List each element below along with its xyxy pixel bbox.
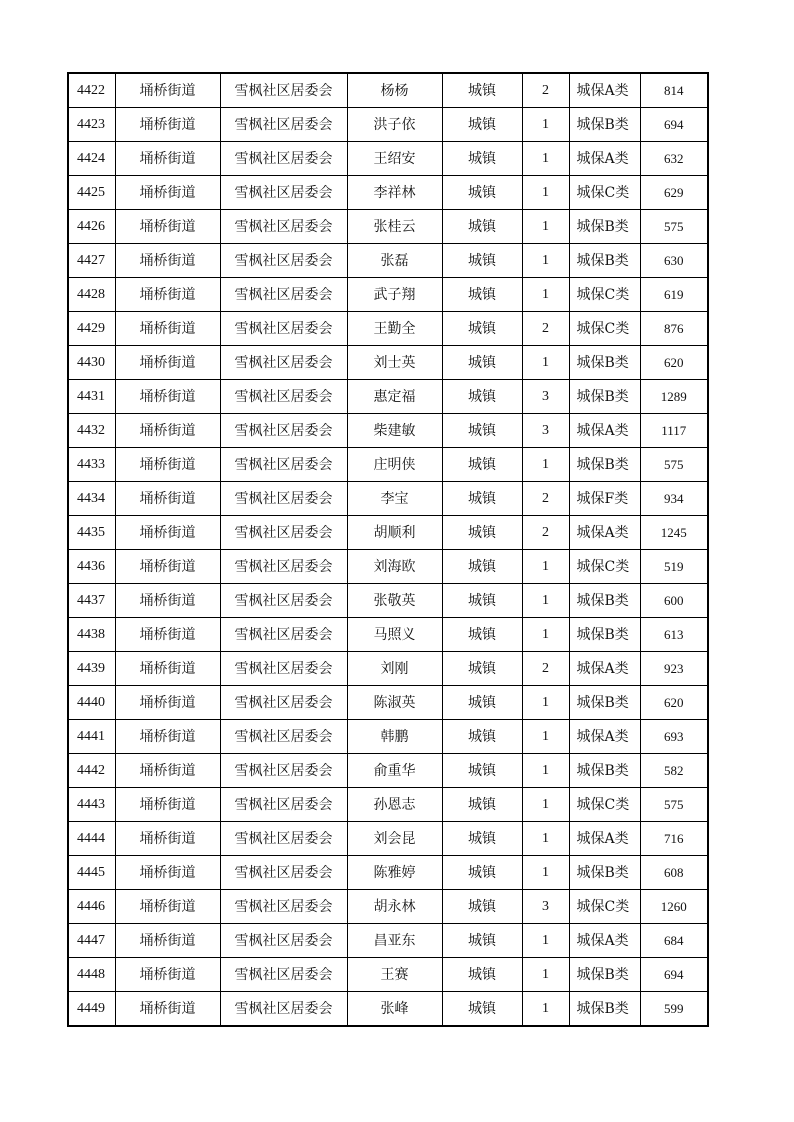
- cell-name: 张桂云: [347, 210, 442, 244]
- cell-street: 埇桥街道: [115, 856, 220, 890]
- cell-area: 城镇: [442, 244, 522, 278]
- cell-household-count: 1: [522, 856, 569, 890]
- table-row: [68, 754, 708, 788]
- table-row: [68, 414, 708, 448]
- cell-id: 4422: [68, 73, 115, 108]
- cell-area: 城镇: [442, 482, 522, 516]
- cell-amount: 619: [640, 278, 708, 312]
- cell-committee: 雪枫社区居委会: [220, 142, 347, 176]
- cell-name: 张峰: [347, 992, 442, 1027]
- table-row: [68, 720, 708, 754]
- table-row: [68, 176, 708, 210]
- cell-amount: 684: [640, 924, 708, 958]
- cell-category: 城保F类: [569, 482, 640, 516]
- cell-area: 城镇: [442, 924, 522, 958]
- cell-id: 4443: [68, 788, 115, 822]
- cell-id: 4427: [68, 244, 115, 278]
- cell-street: 埇桥街道: [115, 312, 220, 346]
- cell-area: 城镇: [442, 618, 522, 652]
- cell-committee: 雪枫社区居委会: [220, 73, 347, 108]
- cell-category: 城保A类: [569, 924, 640, 958]
- cell-category: 城保C类: [569, 176, 640, 210]
- cell-street: 埇桥街道: [115, 414, 220, 448]
- cell-id: 4428: [68, 278, 115, 312]
- cell-name: 刘会昆: [347, 822, 442, 856]
- cell-street: 埇桥街道: [115, 142, 220, 176]
- cell-amount: 1289: [640, 380, 708, 414]
- beneficiary-table: [67, 72, 709, 1027]
- cell-street: 埇桥街道: [115, 482, 220, 516]
- cell-area: 城镇: [442, 788, 522, 822]
- cell-id: 4435: [68, 516, 115, 550]
- cell-category: 城保B类: [569, 380, 640, 414]
- cell-street: 埇桥街道: [115, 278, 220, 312]
- cell-name: 李祥林: [347, 176, 442, 210]
- cell-area: 城镇: [442, 754, 522, 788]
- cell-id: 4430: [68, 346, 115, 380]
- cell-id: 4423: [68, 108, 115, 142]
- table-row: [68, 278, 708, 312]
- cell-category: 城保C类: [569, 890, 640, 924]
- cell-amount: 600: [640, 584, 708, 618]
- cell-id: 4445: [68, 856, 115, 890]
- cell-street: 埇桥街道: [115, 890, 220, 924]
- cell-committee: 雪枫社区居委会: [220, 448, 347, 482]
- cell-household-count: 1: [522, 822, 569, 856]
- cell-category: 城保B类: [569, 108, 640, 142]
- cell-id: 4434: [68, 482, 115, 516]
- cell-area: 城镇: [442, 550, 522, 584]
- cell-name: 刘刚: [347, 652, 442, 686]
- table-row: [68, 550, 708, 584]
- cell-household-count: 1: [522, 958, 569, 992]
- cell-household-count: 3: [522, 414, 569, 448]
- cell-category: 城保B类: [569, 618, 640, 652]
- cell-category: 城保A类: [569, 142, 640, 176]
- cell-street: 埇桥街道: [115, 550, 220, 584]
- cell-committee: 雪枫社区居委会: [220, 516, 347, 550]
- table-row: [68, 890, 708, 924]
- cell-amount: 923: [640, 652, 708, 686]
- cell-id: 4449: [68, 992, 115, 1027]
- cell-category: 城保A类: [569, 822, 640, 856]
- cell-name: 陈淑英: [347, 686, 442, 720]
- cell-household-count: 2: [522, 482, 569, 516]
- cell-committee: 雪枫社区居委会: [220, 550, 347, 584]
- cell-name: 孙恩志: [347, 788, 442, 822]
- cell-amount: 694: [640, 958, 708, 992]
- cell-name: 张敬英: [347, 584, 442, 618]
- cell-name: 刘海欧: [347, 550, 442, 584]
- cell-name: 柴建敏: [347, 414, 442, 448]
- cell-committee: 雪枫社区居委会: [220, 380, 347, 414]
- cell-name: 庄明侠: [347, 448, 442, 482]
- table-row: [68, 822, 708, 856]
- cell-committee: 雪枫社区居委会: [220, 346, 347, 380]
- cell-area: 城镇: [442, 312, 522, 346]
- cell-area: 城镇: [442, 890, 522, 924]
- cell-committee: 雪枫社区居委会: [220, 992, 347, 1027]
- cell-amount: 629: [640, 176, 708, 210]
- cell-amount: 519: [640, 550, 708, 584]
- cell-category: 城保B类: [569, 244, 640, 278]
- cell-amount: 814: [640, 73, 708, 108]
- cell-amount: 575: [640, 210, 708, 244]
- cell-street: 埇桥街道: [115, 720, 220, 754]
- cell-name: 马照义: [347, 618, 442, 652]
- cell-street: 埇桥街道: [115, 822, 220, 856]
- table-row: [68, 584, 708, 618]
- cell-id: 4442: [68, 754, 115, 788]
- cell-household-count: 1: [522, 142, 569, 176]
- cell-id: 4440: [68, 686, 115, 720]
- cell-amount: 613: [640, 618, 708, 652]
- cell-committee: 雪枫社区居委会: [220, 652, 347, 686]
- cell-area: 城镇: [442, 346, 522, 380]
- table-row: [68, 380, 708, 414]
- cell-amount: 575: [640, 448, 708, 482]
- cell-category: 城保A类: [569, 516, 640, 550]
- cell-area: 城镇: [442, 414, 522, 448]
- cell-category: 城保B类: [569, 958, 640, 992]
- cell-category: 城保B类: [569, 584, 640, 618]
- cell-household-count: 1: [522, 108, 569, 142]
- cell-committee: 雪枫社区居委会: [220, 244, 347, 278]
- cell-category: 城保B类: [569, 448, 640, 482]
- cell-id: 4446: [68, 890, 115, 924]
- cell-household-count: 3: [522, 380, 569, 414]
- cell-street: 埇桥街道: [115, 958, 220, 992]
- cell-category: 城保C类: [569, 550, 640, 584]
- cell-area: 城镇: [442, 822, 522, 856]
- table-row: [68, 924, 708, 958]
- cell-area: 城镇: [442, 958, 522, 992]
- cell-street: 埇桥街道: [115, 652, 220, 686]
- cell-committee: 雪枫社区居委会: [220, 618, 347, 652]
- cell-category: 城保B类: [569, 856, 640, 890]
- cell-street: 埇桥街道: [115, 448, 220, 482]
- cell-name: 武子翔: [347, 278, 442, 312]
- cell-category: 城保A类: [569, 73, 640, 108]
- cell-committee: 雪枫社区居委会: [220, 584, 347, 618]
- cell-area: 城镇: [442, 720, 522, 754]
- table-row: [68, 210, 708, 244]
- cell-id: 4436: [68, 550, 115, 584]
- document-page: [67, 72, 707, 1027]
- cell-id: 4426: [68, 210, 115, 244]
- cell-amount: 694: [640, 108, 708, 142]
- cell-amount: 1245: [640, 516, 708, 550]
- cell-name: 俞重华: [347, 754, 442, 788]
- cell-category: 城保B类: [569, 754, 640, 788]
- table-row: [68, 958, 708, 992]
- cell-area: 城镇: [442, 210, 522, 244]
- table-row: [68, 244, 708, 278]
- cell-household-count: 1: [522, 278, 569, 312]
- cell-household-count: 2: [522, 73, 569, 108]
- cell-amount: 934: [640, 482, 708, 516]
- cell-area: 城镇: [442, 516, 522, 550]
- cell-committee: 雪枫社区居委会: [220, 686, 347, 720]
- cell-household-count: 2: [522, 516, 569, 550]
- cell-category: 城保C类: [569, 278, 640, 312]
- cell-amount: 599: [640, 992, 708, 1027]
- cell-name: 李宝: [347, 482, 442, 516]
- cell-street: 埇桥街道: [115, 618, 220, 652]
- cell-committee: 雪枫社区居委会: [220, 924, 347, 958]
- cell-committee: 雪枫社区居委会: [220, 482, 347, 516]
- table-row: [68, 482, 708, 516]
- table-row: [68, 856, 708, 890]
- cell-household-count: 1: [522, 584, 569, 618]
- cell-amount: 632: [640, 142, 708, 176]
- table-row: [68, 992, 708, 1027]
- cell-id: 4425: [68, 176, 115, 210]
- cell-name: 惠定福: [347, 380, 442, 414]
- cell-committee: 雪枫社区居委会: [220, 312, 347, 346]
- cell-id: 4441: [68, 720, 115, 754]
- cell-amount: 1117: [640, 414, 708, 448]
- cell-household-count: 1: [522, 924, 569, 958]
- table-body: [68, 73, 708, 1026]
- cell-household-count: 1: [522, 176, 569, 210]
- cell-amount: 1260: [640, 890, 708, 924]
- cell-street: 埇桥街道: [115, 686, 220, 720]
- cell-id: 4448: [68, 958, 115, 992]
- cell-street: 埇桥街道: [115, 754, 220, 788]
- cell-area: 城镇: [442, 448, 522, 482]
- table-row: [68, 516, 708, 550]
- cell-id: 4433: [68, 448, 115, 482]
- cell-street: 埇桥街道: [115, 788, 220, 822]
- cell-committee: 雪枫社区居委会: [220, 210, 347, 244]
- cell-committee: 雪枫社区居委会: [220, 890, 347, 924]
- table-row: [68, 618, 708, 652]
- cell-area: 城镇: [442, 380, 522, 414]
- cell-household-count: 1: [522, 346, 569, 380]
- cell-committee: 雪枫社区居委会: [220, 958, 347, 992]
- cell-name: 胡顺利: [347, 516, 442, 550]
- cell-household-count: 2: [522, 652, 569, 686]
- cell-name: 王勤全: [347, 312, 442, 346]
- cell-name: 刘士英: [347, 346, 442, 380]
- cell-category: 城保B类: [569, 210, 640, 244]
- cell-category: 城保C类: [569, 312, 640, 346]
- table-row: [68, 142, 708, 176]
- cell-household-count: 1: [522, 618, 569, 652]
- cell-amount: 693: [640, 720, 708, 754]
- cell-street: 埇桥街道: [115, 992, 220, 1027]
- cell-committee: 雪枫社区居委会: [220, 108, 347, 142]
- cell-id: 4424: [68, 142, 115, 176]
- cell-committee: 雪枫社区居委会: [220, 414, 347, 448]
- cell-street: 埇桥街道: [115, 73, 220, 108]
- cell-name: 洪子依: [347, 108, 442, 142]
- cell-category: 城保A类: [569, 414, 640, 448]
- table-row: [68, 73, 708, 108]
- cell-amount: 582: [640, 754, 708, 788]
- cell-area: 城镇: [442, 856, 522, 890]
- cell-area: 城镇: [442, 992, 522, 1027]
- cell-category: 城保B类: [569, 686, 640, 720]
- table-row: [68, 788, 708, 822]
- cell-id: 4431: [68, 380, 115, 414]
- cell-amount: 876: [640, 312, 708, 346]
- cell-area: 城镇: [442, 176, 522, 210]
- cell-committee: 雪枫社区居委会: [220, 822, 347, 856]
- cell-id: 4438: [68, 618, 115, 652]
- cell-area: 城镇: [442, 142, 522, 176]
- cell-amount: 620: [640, 346, 708, 380]
- cell-street: 埇桥街道: [115, 210, 220, 244]
- cell-category: 城保B类: [569, 992, 640, 1027]
- cell-category: 城保B类: [569, 346, 640, 380]
- cell-name: 王赛: [347, 958, 442, 992]
- cell-amount: 575: [640, 788, 708, 822]
- table-row: [68, 312, 708, 346]
- cell-street: 埇桥街道: [115, 380, 220, 414]
- cell-amount: 630: [640, 244, 708, 278]
- cell-household-count: 1: [522, 550, 569, 584]
- table-row: [68, 108, 708, 142]
- cell-category: 城保A类: [569, 720, 640, 754]
- cell-amount: 716: [640, 822, 708, 856]
- cell-amount: 620: [640, 686, 708, 720]
- cell-street: 埇桥街道: [115, 244, 220, 278]
- cell-household-count: 1: [522, 720, 569, 754]
- cell-id: 4437: [68, 584, 115, 618]
- cell-street: 埇桥街道: [115, 924, 220, 958]
- cell-amount: 608: [640, 856, 708, 890]
- cell-area: 城镇: [442, 73, 522, 108]
- cell-committee: 雪枫社区居委会: [220, 788, 347, 822]
- cell-household-count: 2: [522, 312, 569, 346]
- cell-committee: 雪枫社区居委会: [220, 754, 347, 788]
- cell-category: 城保A类: [569, 652, 640, 686]
- table-row: [68, 686, 708, 720]
- cell-household-count: 1: [522, 244, 569, 278]
- cell-name: 韩鹏: [347, 720, 442, 754]
- cell-committee: 雪枫社区居委会: [220, 176, 347, 210]
- cell-street: 埇桥街道: [115, 516, 220, 550]
- cell-category: 城保C类: [569, 788, 640, 822]
- cell-street: 埇桥街道: [115, 584, 220, 618]
- cell-household-count: 1: [522, 686, 569, 720]
- cell-household-count: 1: [522, 448, 569, 482]
- cell-street: 埇桥街道: [115, 176, 220, 210]
- cell-id: 4439: [68, 652, 115, 686]
- cell-name: 王绍安: [347, 142, 442, 176]
- cell-household-count: 1: [522, 754, 569, 788]
- cell-household-count: 1: [522, 992, 569, 1027]
- cell-household-count: 1: [522, 788, 569, 822]
- cell-committee: 雪枫社区居委会: [220, 856, 347, 890]
- table-row: [68, 448, 708, 482]
- cell-name: 杨杨: [347, 73, 442, 108]
- table-row: [68, 346, 708, 380]
- cell-name: 陈雅婷: [347, 856, 442, 890]
- cell-household-count: 1: [522, 210, 569, 244]
- cell-committee: 雪枫社区居委会: [220, 720, 347, 754]
- cell-id: 4447: [68, 924, 115, 958]
- cell-area: 城镇: [442, 278, 522, 312]
- cell-committee: 雪枫社区居委会: [220, 278, 347, 312]
- cell-id: 4429: [68, 312, 115, 346]
- cell-name: 胡永林: [347, 890, 442, 924]
- cell-household-count: 3: [522, 890, 569, 924]
- cell-area: 城镇: [442, 584, 522, 618]
- cell-id: 4444: [68, 822, 115, 856]
- cell-name: 张磊: [347, 244, 442, 278]
- cell-street: 埇桥街道: [115, 346, 220, 380]
- cell-area: 城镇: [442, 108, 522, 142]
- cell-id: 4432: [68, 414, 115, 448]
- cell-name: 昌亚东: [347, 924, 442, 958]
- cell-street: 埇桥街道: [115, 108, 220, 142]
- cell-area: 城镇: [442, 686, 522, 720]
- table-row: [68, 652, 708, 686]
- cell-area: 城镇: [442, 652, 522, 686]
